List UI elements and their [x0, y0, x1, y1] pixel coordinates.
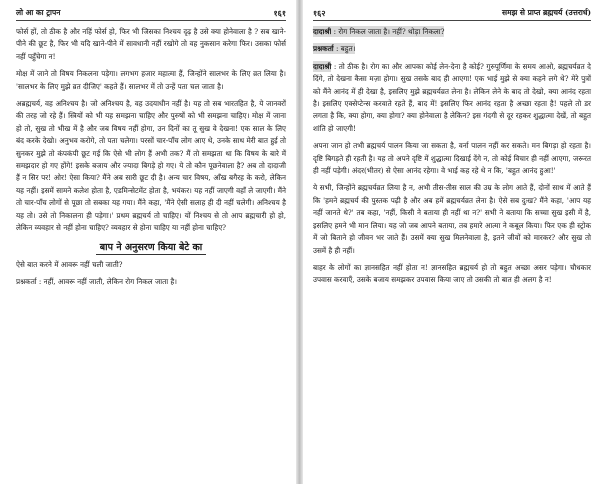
speaker-label: दादाश्री [313, 27, 332, 36]
dialogue-line: दादाश्री : तो ठीक है। रोग का और आपका कोई लेन-देना है कोई? गुरुपूर्णिमा के समय आओ, ब्रह्मचर्यव्रत दे दिंगे, तो देखना कैसा मज़ा होगा। सुख तसके बाद ही आएगा! एक भाई मुझे से क्या कहने लगे थे? मेरे पुत्रों को मैंने आनंद में ही देखा है, इसलिए मुझे ब्रह्मचर्यव्रत लेना है। लेकिन लेने के बाद तो देखो, क्या आनंद रहता है। इसलिए एक्सेप्टेन्स करवाते रहते हैं, बाद में! इसलिए फिर आनंद रहता है अच्छा रहता है! पहले तो डर लगता है कि, क्या होगा, क्या होगा? क्या होनेवाला है लेकिन? इस गंदगी से दूर रहकर शुद्धात्मा देखें, तो बहुत शांति हो जाएगी! [313, 61, 592, 133]
dialogue-text: रोग निकल जाता है। नहीं? थोड़ा निकला? [338, 27, 445, 36]
section-title: बाप ने अनुसरण किया बेटे का [16, 240, 286, 253]
left-tail-line-1: ऐसे बात करने में आवरू नहीं चली जाती? [16, 259, 123, 269]
left-paragraph-1: फोर्स हों, तो ठीक है और नहिं फोर्स हो, फिर भी जिसका निश्चय दृढ़ है उसे क्या होनेवाला है ? सब खाने-पीने की छूट है, फिर भी यदि खाने-पीने में सावधानी नहीं रखोगे तो वह नुकसान करेगा फिर। उसका फोर्स नहीं पहुँचेगा न! [16, 27, 286, 61]
right-page-header [313, 6, 591, 21]
right-page-number: १६२ [313, 7, 326, 18]
right-page [303, 0, 599, 484]
right-paragraph-2: ये सभी, जिन्होंने ब्रह्मचर्यव्रत लिया है न, अभी तीस-तीस साल की उम्र के लोग आते हैं, दोनों साथ में आते हैं कि 'हमने ब्रह्मचर्य की पुस्तक पढ़ी है और अब हमें ब्रह्मचर्यव्रत लेना है। ऐसे सब दुःख? मैंने कहा, 'आप यह नहीं जानते थे?' तब कहा, 'नहीं, किसी ने बताया ही नहीं था न?' सभी ने बताया कि सच्चा सुख इसी में है, इसलिए हमने भी मान लिया। यह जो जब आपने बताया, तब हमारे आत्मा ने कबूल किया। फिर एक ही स्ट्रोक में जो बिताने हो जीवन भर जाते हैं। उसमें क्या सुख मिलनेवाला है, इतने जीवों को मारकर? और सुख तो उसमें है ही नहीं। [313, 183, 591, 255]
book-gutter [296, 0, 303, 484]
dialogue-line: प्रश्नकर्ता : बहुत। [313, 44, 356, 54]
left-page-number: १६१ [273, 7, 286, 18]
left-page [0, 0, 296, 484]
right-paragraph-3: बाहर के लोगों का ज्ञानसहित नहीं होता न! ज्ञानसहित ब्रह्मचर्य हो तो बहुत अच्छा असर पड़ेगा। चौधकार उपवास करवाएँ, उसके बजाय समझकर उपवास किया जाए तो उसकी तो बात ही अलग है न! [313, 262, 591, 285]
left-paragraph-3: अब्रह्मचर्य, वह अनिश्चय है। जो अनिश्चय है, वह उदयाधीन नहीं है। यह तो सब भारतहित है, ये जानवरों की तरह जो रहे हैं। स्त्रियों को भी यह समझना चाहिए और पुरुषों को भी समझना चाहिए। मोक्ष में जाना हो तो, सुख तो भीख में है और जब विषय नहीं होगा, उन दिनों का तू सुख वे देखना! एक साल के लिए बंद करके देखो। अनुभव करोगे, तो पता चलेगा। परसों चार-पाँच लोग आए थे, उनके साथ मेरी बात हुई तो सुनकर मुझे तो कंपकंपी छूट गई कि ऐसे भी लोग हैं अभी तक? मैं तो समझता था कि विषय के बारे में समझदार हो गए होंगे! इसके बजाय और ज्यादा बिगड़े हो गए। ये तो कौन पूछनेवाला है? अब तो दादाजी हैं न सिर पर! ओर! ऐसा किया? मैंने अब सारी छूट दी है। अन्य चार विषय, आँख बगैरह के करो, लेकिन यह नहीं। इसमें सामने कलेश होता है, एडमिन्सेटमेंट होता है, भयंकर। यह नहीं जाएगी वहाँ ले जाएगी। मैंने तो चार-पाँच लोगों से पूछा तो सबका यह गया। मैंने कहा, 'मैंने ऐसी सलाह ही दी नहीं चलेगी। अनिश्चय है यह तो। उसे तो निकालना ही पड़ेगा।' प्रथम ब्रह्मचर्य तो चाहिए। यों निश्चय से तो आप ब्रह्मचारी हो हो, लेकिन व्यवहार से नहीं होना चाहिए? व्यवहार से होना चाहिए या नहीं होना चाहिए? [16, 99, 286, 233]
left-tail-line-2: प्रश्नकर्ता : नहीं, आवरू नहीं जाती, लेकिन रोग निकल जाता है। [16, 276, 177, 286]
left-page-header [16, 6, 286, 21]
left-header-title: लो आ का ट्रापन [16, 8, 61, 17]
dialogue-line: दादाश्री : रोग निकल जाता है। नहीं? थोड़ा निकला? [313, 27, 445, 36]
left-paragraph-2: मोक्ष में जाने तो विषय निकलना पड़ेगा। लगभग हजार महात्मा हैं, जिन्होंने सालभर के लिए व्रत लिया है। 'सालभर के लिए मुझे व्रत दीजिए' कहते हैं। सालभर में तो उन्हें पता चल जाता है। [16, 69, 286, 91]
right-header-title: समझ से प्राप्त ब्रह्मचर्य (उत्तरार्ध) [502, 8, 591, 17]
speaker-label: प्रश्नकर्ता [313, 44, 334, 54]
right-paragraph-1: अपना जान हो तभी ब्रह्मचर्य पालन किया जा सकता है, वर्ना पालन नहीं कर सकते। मन बिगड़ा हो रहता है। दृष्टि बिगड़ते ही रहती है। यह तो अपने दृष्टि में शुद्धात्मा दिखाई देंगे न, तो कोई विचार ही नहीं आएगा, जरूरत ही नहीं पड़ेगी। अंदर(भीतर) से ऐसा आनंद रहेगा। वे भाई कह रहे थे न कि, 'बहुत आनंद हुआ!' [313, 141, 591, 176]
dialogue-text: तो ठीक है। रोग का और आपका कोई लेन-देना है कोई? गुरुपूर्णिमा के समय आओ, ब्रह्मचर्यव्रत दे दिंगे, तो देखना कैसा मज़ा होगा। सुख तसके बाद ही आएगा! एक भाई मुझे से क्या कहने लगे थे? मेरे पुत्रों को मैंने आनंद में ही देखा है, इसलिए मुझे ब्रह्मचर्यव्रत लेना है। लेकिन लेने के बाद तो देखो, क्या आनंद रहता है। इसलिए एक्सेप्टेन्स करवाते रहते हैं, बाद में! इसलिए फिर आनंद रहता है अच्छा रहता है! पहले तो डर लगता है कि, क्या होगा, क्या होगा? क्या होनेवाला है लेकिन? इस गंदगी से दूर रहकर शुद्धात्मा देखें, तो बहुत शांति हो जाएगी! [313, 61, 592, 133]
dialogue-text: बहुत। [340, 44, 356, 54]
speaker-label: दादाश्री [313, 61, 332, 71]
